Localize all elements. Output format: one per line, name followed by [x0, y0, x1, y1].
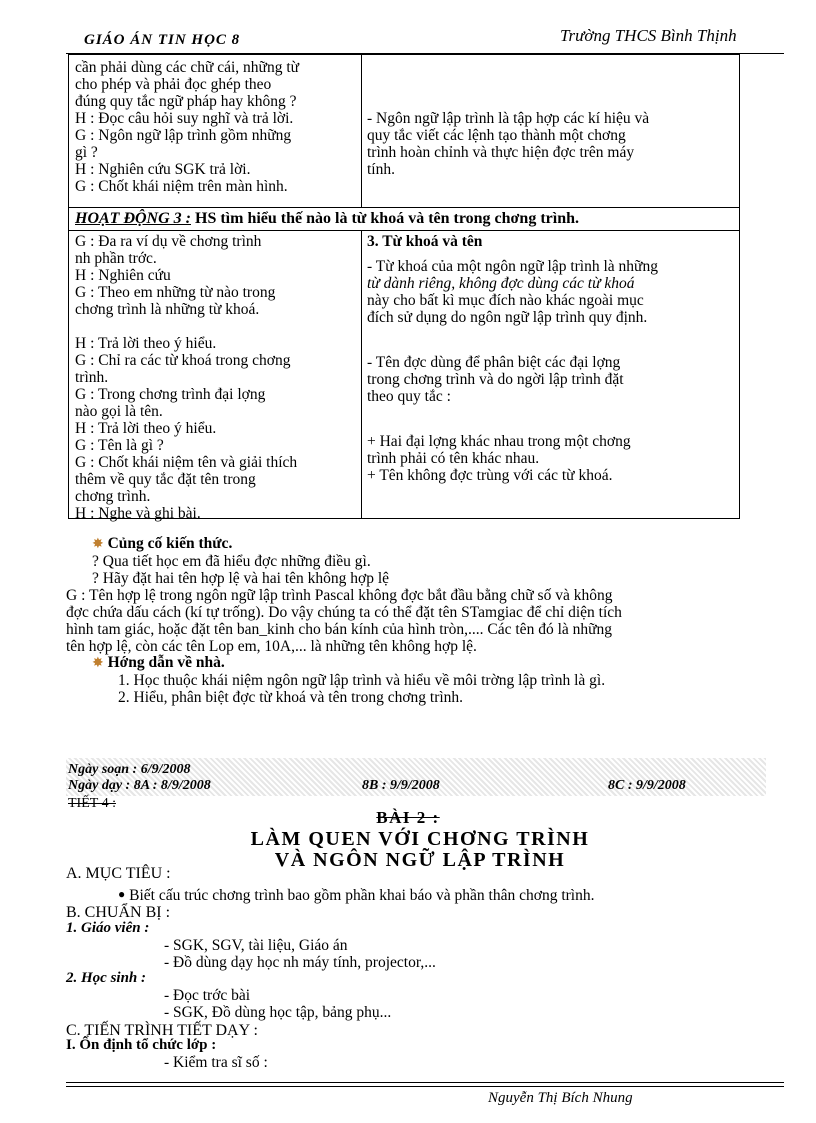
text-line: G : Tên hợp lệ trong ngôn ngữ lập trình Pascal không đợc bắt đầu bằng chữ số và không	[66, 587, 613, 604]
column-divider	[361, 55, 362, 207]
question-line: ? Hãy đặt hai tên hợp lệ và hai tên không hợp lệ	[92, 570, 390, 587]
consolidation-heading	[92, 535, 232, 553]
text-line: cho phép và phải đọc ghép theo	[75, 76, 272, 93]
teach-date-8c: 8C : 9/9/2008	[608, 778, 686, 793]
spacer	[367, 250, 658, 258]
text-line: G : Theo em những từ nào trong	[75, 284, 276, 301]
text-line: chơng trình là những từ khoá.	[75, 301, 260, 318]
text-line: đích sử dụng do ngôn ngữ lập trình quy định.	[367, 309, 648, 326]
footer-rule	[66, 1086, 784, 1087]
table1-left-cell	[75, 59, 299, 195]
homework-heading	[92, 654, 225, 672]
text-line: - Tên đợc dùng để phân biệt các đại lợng	[367, 354, 621, 371]
text-line: trong chơng trình và do ngời lập trình đặt	[367, 371, 624, 388]
objective-text: Biết cấu trúc chơng trình bao gồm phần khai báo và phần thân chơng trình.	[129, 887, 595, 904]
homework-item: 1. Học thuộc khái niệm ngôn ngữ lập trình và hiểu về môi trờng lập trình là gì.	[118, 672, 606, 689]
header-left-title: GIÁO ÁN TIN HỌC 8	[84, 32, 241, 48]
text-line: G : Trong chơng trình đại lợng	[75, 386, 266, 403]
text-line	[75, 318, 297, 335]
homework-item: 2. Hiểu, phân biệt đợc từ khoá và tên trong chơng trình.	[118, 689, 464, 706]
text-line: nào gọi là tên.	[75, 403, 163, 420]
consolidation-title: Củng cố kiến thức.	[107, 535, 233, 552]
text-line: nh phần trớc.	[75, 250, 157, 267]
activity3-heading	[75, 210, 579, 227]
lesson-table-1	[68, 54, 740, 522]
text-line: trình.	[75, 369, 109, 386]
column-divider	[361, 231, 362, 518]
text-line: đúng quy tắc ngữ pháp hay không ?	[75, 93, 297, 110]
text-line: cần phải dùng các chữ cái, những từ	[75, 59, 300, 76]
activity3-title: HS tìm hiểu thế nào là từ khoá và tên trong chơng trình.	[195, 210, 579, 227]
activity3-row	[69, 207, 739, 230]
flower-bullet-icon: ✸	[92, 537, 104, 552]
prep-item: - Đọc trớc bài	[164, 987, 251, 1004]
text-line: hình tam giác, hoặc đặt tên ban_kinh cho bán kính của hình tròn,.... Các tên đó là những	[66, 621, 613, 638]
text-line: theo quy tắc :	[367, 388, 451, 405]
text-line: G : Chốt khái niệm tên và giải thích	[75, 454, 298, 471]
text-line: H : Trả lời theo ý hiểu.	[75, 335, 217, 352]
section-heading: 3. Từ khoá và tên	[367, 233, 483, 250]
prep-date: Ngày soạn : 6/9/2008	[68, 762, 191, 777]
text-line: chơng trình.	[75, 488, 151, 505]
flower-bullet-icon: ✸	[92, 656, 104, 671]
text-line: tên hợp lệ, còn các tên Lop em, 10A,... là những tên không hợp lệ.	[66, 638, 477, 655]
prep-item: - SGK, Đồ dùng học tập, bảng phụ...	[164, 1004, 392, 1021]
text-line: H : Đọc câu hỏi suy nghĩ và trả lời.	[75, 110, 294, 127]
student-subheading: 2. Học sinh :	[66, 970, 147, 986]
section-b-title: B. CHUẨN BỊ :	[66, 904, 171, 921]
section-c-title: C. TIẾN TRÌNH TIẾT DẠY :	[66, 1022, 258, 1039]
text-line: H : Nghiên cứu	[75, 267, 171, 284]
lesson-label: BÀI 2 :	[376, 808, 440, 827]
table-row	[69, 230, 739, 522]
table-row	[69, 54, 739, 207]
text-line: - Từ khoá của một ngôn ngữ lập trình là những	[367, 258, 658, 275]
text-line: G : Đa ra ví dụ về chơng trình	[75, 233, 262, 250]
text-line: G : Tên là gì ?	[75, 437, 164, 454]
footer-author: Nguyễn Thị Bích Nhung	[488, 1090, 633, 1106]
teach-date-8a: Ngày dạy : 8A : 8/9/2008	[68, 778, 211, 793]
text-line: trình hoàn chỉnh và thực hiện đợc trên máy	[367, 144, 635, 161]
table2-right-cell	[367, 233, 658, 484]
text-line: quy tắc viết các lệnh tạo thành một chơng	[367, 127, 626, 144]
activity3-label: HOẠT ĐỘNG 3 :	[75, 210, 191, 227]
text-line: thêm về quy tắc đặt tên trong	[75, 471, 256, 488]
text-line: G : Chốt khái niệm trên màn hình.	[75, 178, 288, 195]
question-line: ? Qua tiết học em đã hiểu đợc những điều gì.	[92, 553, 371, 570]
text-line: H : Nghe và ghi bài.	[75, 505, 201, 522]
attendance-item: - Kiểm tra sĩ số :	[164, 1054, 268, 1071]
text-line: H : Trả lời theo ý hiểu.	[75, 420, 217, 437]
spacer	[367, 405, 658, 433]
table1-right-cell	[367, 110, 649, 178]
lesson-number: TIẾT 4 :	[68, 796, 116, 811]
lesson-title-line1: LÀM QUEN VỚI CHƠNG TRÌNH	[250, 828, 590, 850]
prep-item: - Đồ dùng dạy học nh máy tính, projector,...	[164, 954, 436, 971]
table2-left-cell	[75, 233, 297, 522]
teacher-subheading: 1. Giáo viên :	[66, 920, 150, 936]
objective-item	[118, 886, 594, 904]
spacer	[367, 326, 658, 354]
footer-rule	[66, 1082, 784, 1083]
text-line: H : Nghiên cứu SGK trả lời.	[75, 161, 251, 178]
text-line: tính.	[367, 161, 395, 178]
consolidation-paragraph	[66, 587, 622, 655]
text-line: - Ngôn ngữ lập trình là tập hợp các kí hiệu và	[367, 110, 650, 127]
stabilize-subheading: I. Ổn định tổ chức lớp :	[66, 1037, 217, 1053]
homework-title: Hớng dẫn về nhà.	[107, 654, 225, 671]
text-line: trình phải có tên khác nhau.	[367, 450, 540, 467]
text-line: đợc chứa dấu cách (kí tự trống). Do vậy chúng ta có thể đặt tên STamgiac để chỉ diện tích	[66, 604, 622, 621]
text-line: gì ?	[75, 144, 98, 161]
bullet-dot-icon: ●	[118, 887, 126, 901]
text-line: này cho bất kì mục đích nào khác ngoài mục	[367, 292, 644, 309]
text-line: + Tên không đợc trùng với các từ khoá.	[367, 467, 613, 484]
lesson-title-line2: VÀ NGÔN NGỮ LẬP TRÌNH	[274, 849, 566, 871]
teach-date-8b: 8B : 9/9/2008	[362, 778, 440, 793]
prep-item: - SGK, SGV, tài liệu, Giáo án	[164, 937, 348, 954]
text-line: G : Ngôn ngữ lập trình gồm những	[75, 127, 292, 144]
section-a-title: A. MỤC TIÊU :	[66, 865, 171, 882]
text-line: + Hai đại lợng khác nhau trong một chơng	[367, 433, 631, 450]
text-line: G : Chỉ ra các từ khoá trong chơng	[75, 352, 291, 369]
header-school-name: Trường THCS Bình Thịnh	[560, 26, 737, 45]
text-line: từ dành riêng, không đợc dùng các từ khoá	[367, 275, 635, 292]
